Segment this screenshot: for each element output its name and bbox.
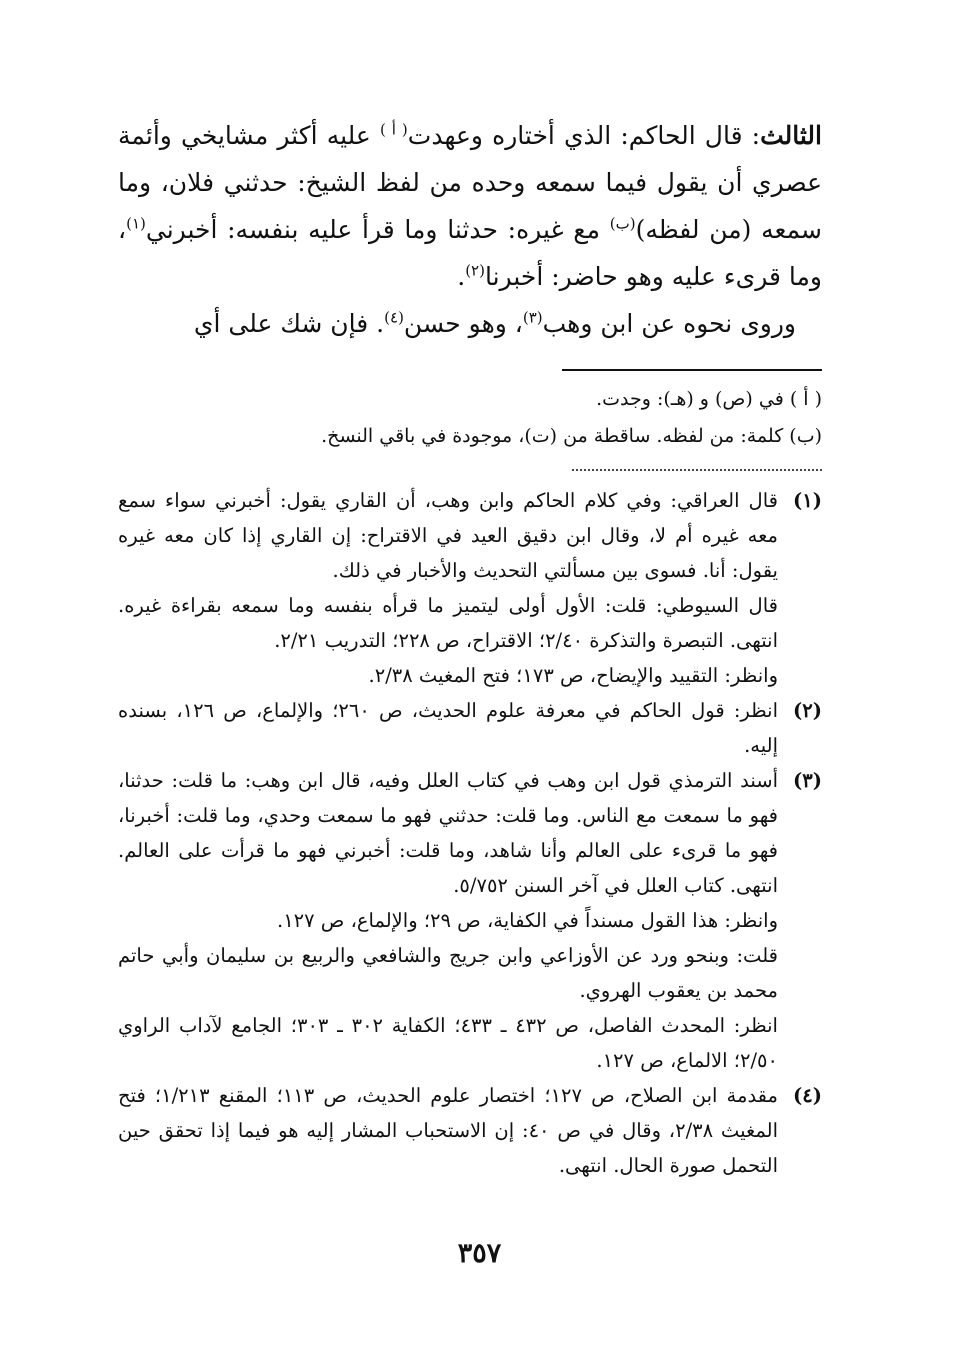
footnote-line: قلت: وبنحو ورد عن الأوزاعي وابن جريج والشافعي والربيع بن سليمان وأبي حاتم محمد بن يعقوب الهروي. [118, 944, 778, 1002]
footnote-number: (٤) [793, 1084, 822, 1107]
lead-word: الثالث [760, 121, 822, 150]
text-run: وروى نحوه عن ابن وهب [542, 309, 796, 338]
text-run: ، وما قرىء عليه وهو حاضر: أخبرنا [118, 215, 822, 291]
footnote-line: وانظر: التقييد والإيضاح، ص ١٧٣؛ فتح المغيث ٢/٣٨. [368, 664, 778, 687]
footnote-2 [118, 693, 822, 763]
footnote-line: مقدمة ابن الصلاح، ص ١٢٧؛ اختصار علوم الحديث، ص ١١٣؛ المقنع ١/٢١٣؛ فتح المغيث ٢/٣٨، وقال في ص ٤٠: إن الاستحباب المشار إليه هو فيما إذا تحقق حين التحمل صورة الحال. انتهى. [118, 1084, 779, 1177]
footnote-line: قال السيوطي: قلت: الأول أولى ليتميز ما قرأه بنفسه وما سمعه بقراءة غيره. انتهى. التبصرة والتذكرة ٢/٤٠؛ الاقتراح، ص ٢٢٨؛ التدريب ٢/٢١. [118, 594, 778, 652]
footnote-3 [118, 763, 822, 1078]
page-number: ٣٥٧ [457, 1238, 502, 1269]
footnote-body [118, 763, 778, 1078]
footnote-4 [118, 1078, 822, 1183]
footnote-separator-dotted [572, 469, 822, 471]
text-run: عليه أكثر مشايخي وأئمة عصري أن يقول فيما سمعه وحده من لفظ الشيخ: حدثني فلان، وما سمعه (من لفظه) [118, 121, 822, 244]
variant-note-a: ( أ ) في (ص) و (هـ): وجدت. [596, 388, 822, 410]
footnotes [118, 483, 822, 1183]
footnote-ref-2: (٢) [465, 261, 485, 280]
text-run: مع غيره: حدثنا وما قرأ عليه بنفسه: أخبرني [145, 215, 610, 244]
footnote-1 [118, 483, 822, 693]
variant-ref-b: (ب) [609, 214, 636, 233]
page-content [118, 112, 822, 1183]
main-text [118, 112, 822, 347]
footnote-body [118, 1078, 778, 1183]
footnote-separator-solid [562, 369, 822, 371]
text-run: ، وهو حسن [403, 309, 523, 338]
variant-ref-a: ( أ ) [379, 120, 408, 139]
footnote-ref-1: (١) [126, 214, 146, 233]
footnote-line: وانظر: هذا القول مسنداً في الكفاية، ص ٢٩؛ والإلماع، ص ١٢٧. [276, 909, 778, 932]
text-run: : قال الحاكم: الذي أختاره وعهدت [407, 121, 761, 150]
footnote-line: قال العراقي: وفي كلام الحاكم وابن وهب، أن القاري يقول: أخبرني سواء سمع معه غيره أم لا، وقال ابن دقيق العيد في الاقتراح: إن القاري إذا كان معه غيره يقول: أنا. فسوى بين مسألتي التحديث والأخبار في ذلك. [118, 489, 778, 582]
footnote-ref-3: (٣) [522, 308, 543, 327]
footnote-body [118, 693, 778, 763]
footnote-ref-4: (٤) [384, 308, 404, 327]
footnote-body [118, 483, 778, 693]
footnote-number: (٢) [793, 699, 822, 722]
footnote-number: (٣) [793, 769, 822, 792]
footnote-line: أسند الترمذي قول ابن وهب في كتاب العلل وفيه، قال ابن وهب: ما قلت: حدثنا، فهو ما سمعت مع الناس. وما قلت: حدثني فهو ما سمعت وحدي، وما قلت: أخبرنا، فهو ما قرىء على العالم وأنا شاهد، وما قلت: أخبرني فهو ما قرأت على العالم. انتهى. كتاب العلل في آخر السنن ٥/٧٥٢. [118, 769, 778, 897]
footnote-line: انظر: قول الحاكم في معرفة علوم الحديث، ص ٢٦٠؛ والإلماع، ص ١٢٦، بسنده إليه. [118, 699, 778, 757]
variant-note-b: (ب) كلمة: من لفظه. ساقطة من (ت)، موجودة في باقي النسخ. [321, 425, 822, 447]
footnote-line: انظر: المحدث الفاصل، ص ٤٣٢ ـ ٤٣٣؛ الكفاية ٣٠٢ ـ ٣٠٣؛ الجامع لآداب الراوي ٢/٥٠؛ الالماع، ص ١٢٧. [118, 1014, 778, 1072]
variant-notes [118, 381, 822, 455]
main-paragraph-1 [118, 112, 822, 300]
main-paragraph-2 [118, 300, 822, 347]
text-run: . [457, 262, 466, 291]
text-run: . فإن شك على أي [193, 309, 385, 338]
footnote-number: (١) [793, 489, 822, 512]
